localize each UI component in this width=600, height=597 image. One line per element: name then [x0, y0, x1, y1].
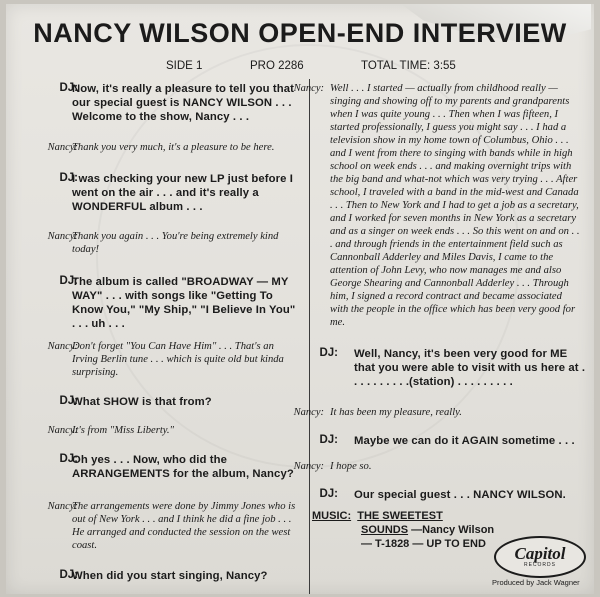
speaker-nancy: Nancy: [47, 425, 78, 436]
page-title: NANCY WILSON OPEN-END INTERVIEW [33, 18, 567, 48]
producer-credit: Produced by Jack Wagner [492, 578, 580, 587]
speaker-nancy: Nancy: [293, 83, 324, 94]
music-title-line2: SOUNDS [361, 524, 409, 536]
music-catalog: — T-1828 — UP TO END [361, 538, 486, 550]
speaker-dj: DJ: [319, 347, 338, 359]
nancy-line: I hope so. [330, 461, 372, 472]
capitol-logo-sub: RECORDS [523, 562, 556, 568]
dj-line: The album is called "BROADWAY — MY WAY" . . . with songs like "Getting To Know You," "My Ship," "I Believe In You" . . . uh . . . [72, 276, 296, 330]
speaker-nancy: Nancy: [47, 142, 78, 153]
nancy-line: Thank you again . . . You're being extremely kind today! [72, 231, 279, 255]
side-label: SIDE 1 [166, 60, 203, 72]
music-title-line1: THE SWEETEST [357, 510, 443, 522]
speaker-dj: DJ: [319, 488, 338, 500]
speaker-nancy: Nancy: [293, 461, 324, 472]
dj-line: I was checking your new LP just before I went on the air . . . and it's really a WONDERFUL album . . . [72, 173, 294, 213]
nancy-line: Well . . . I started — actually from childhood really — singing and showing off to my parents and grandparents when I was quite young . . . Then when I was fifteen, I started professionally, I guess you might say . . . I had a television show in my home town of Columbus, Ohio . . . and I went from there to singing with bands while in high school on week ends . . . and making overnight trips with the big band and what-not which was very trying . . . After school, I traveled with a band in the mid-west and Canada . . . Then to New York and I had to get a job as a secretary, and I worked for seven months in New York as a secretary and as a singer on week ends . . . So this went on and on . . . and through friends in the entertainment field such as Cannonball Adderley and Miles Davis, I came to the attention of John Levy, who now manages me and also George Shearing and Cannonball Adderley . . . Through him, I signed a record contract and became associated with the people in the office which has been very good for me. [330, 83, 580, 328]
nancy-line: Thank you very much, it's a pleasure to be here. [72, 142, 275, 153]
dj-line: Maybe we can do it AGAIN sometime . . . [354, 435, 575, 447]
nancy-line: Don't forget "You Can Have Him" . . . That's an Irving Berlin tune . . . which is quite old but kinda surprising. [72, 341, 284, 378]
music-label: MUSIC: [312, 510, 352, 522]
music-credit [312, 509, 494, 551]
speaker-nancy: Nancy: [47, 341, 78, 352]
speaker-dj: DJ: [59, 275, 78, 287]
dj-line: What SHOW is that from? [72, 396, 212, 408]
capitol-logo-word: Capitol [514, 544, 566, 563]
speaker-nancy: Nancy: [293, 407, 324, 418]
dj-line: Well, Nancy, it's been very good for ME that you were able to visit with us here at . . . . . . . . . .(station) . . . . . . . . . [354, 348, 586, 388]
music-artist: —Nancy Wilson [411, 524, 495, 536]
speaker-dj: DJ: [59, 82, 78, 94]
speaker-nancy: Nancy: [47, 231, 78, 242]
dj-line: Oh yes . . . Now, who did the ARRANGEMENTS for the album, Nancy? [72, 454, 294, 480]
speaker-dj: DJ: [59, 453, 78, 465]
column-divider [309, 79, 310, 594]
speaker-dj: DJ: [59, 395, 78, 407]
speaker-dj: DJ: [319, 434, 338, 446]
nancy-line: The arrangements were done by Jimmy Jones who is out of New York . . . and I think he did a fine job . . . He arranged and conducted the session on the west coast. [72, 501, 296, 551]
total-time: TOTAL TIME: 3:55 [361, 60, 456, 72]
speaker-nancy: Nancy: [47, 501, 78, 512]
catalog-number: PRO 2286 [250, 60, 304, 72]
dj-line: Our special guest . . . NANCY WILSON. [354, 489, 566, 501]
capitol-logo [494, 536, 586, 578]
speaker-dj: DJ: [59, 172, 78, 184]
dj-line: When did you start singing, Nancy? [72, 570, 268, 582]
dj-line: Now, it's really a pleasure to tell you that our special guest is NANCY WILSON . . . Welcome to the show, Nancy . . . [72, 83, 294, 123]
speaker-dj: DJ: [59, 569, 78, 581]
nancy-line: It's from "Miss Liberty." [72, 425, 175, 436]
record-sleeve [6, 4, 594, 594]
nancy-line: It has been my pleasure, really. [330, 407, 462, 418]
